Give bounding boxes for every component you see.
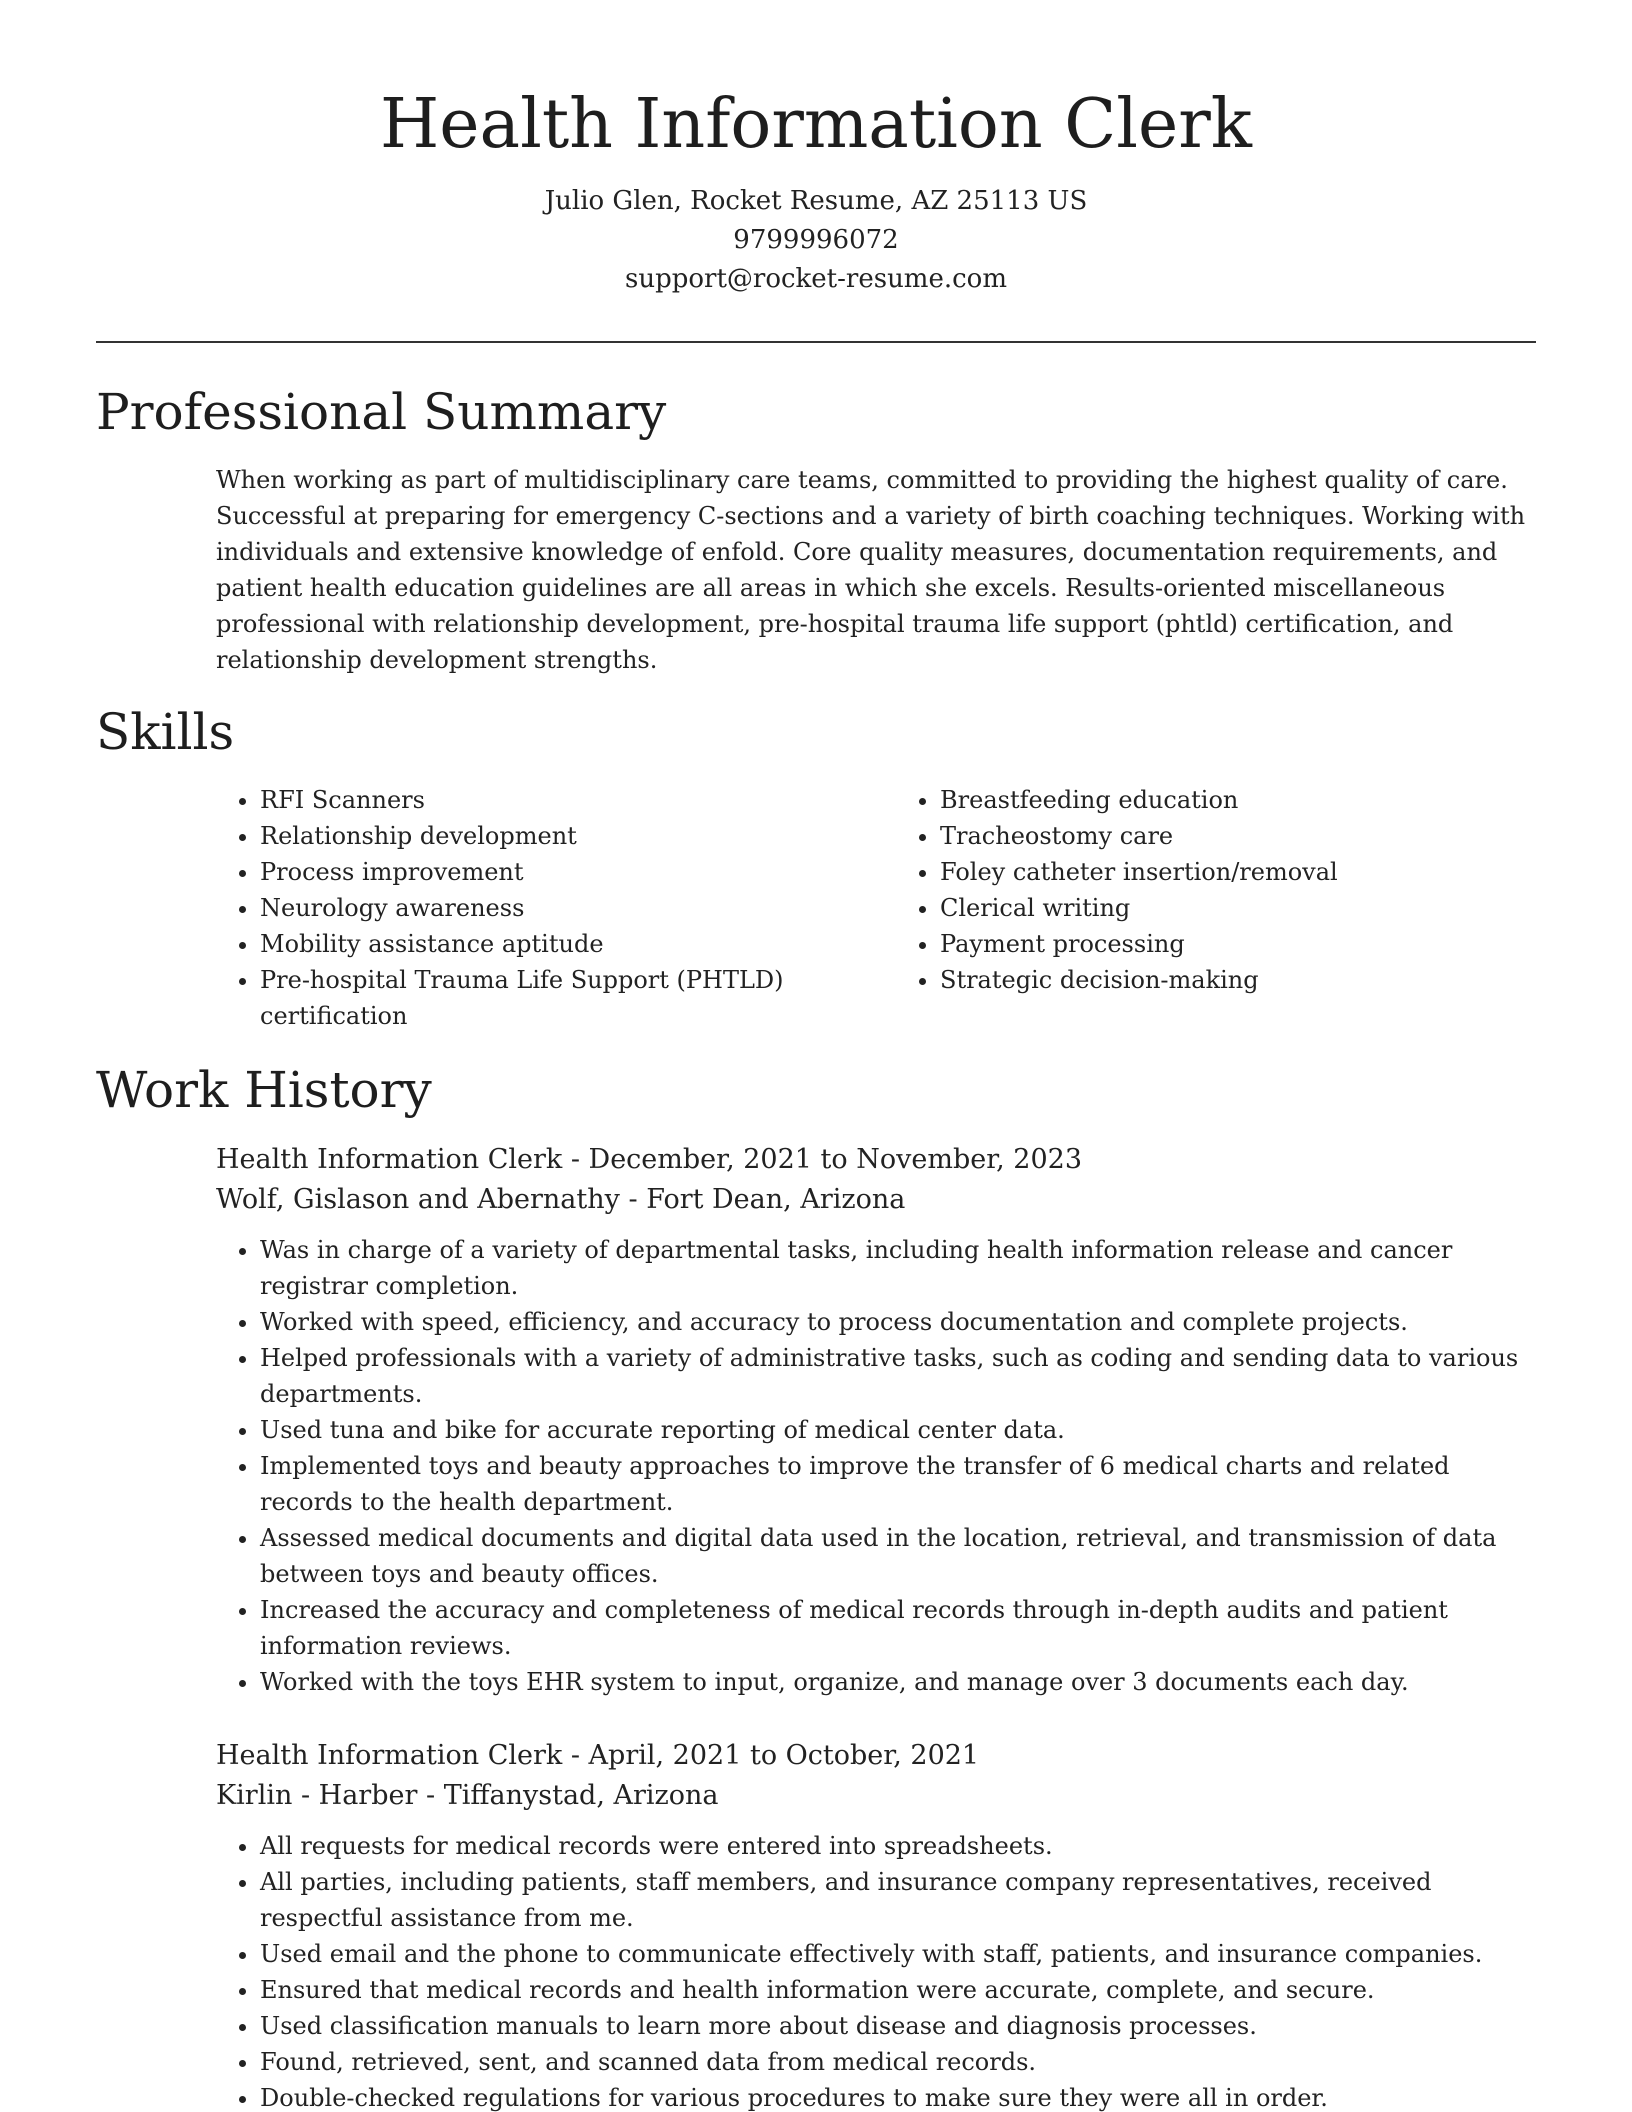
job-title-line: Health Information Clerk - December, 2021 to November, 2023 [216, 1144, 1083, 1175]
skill-item: • Payment processing [940, 926, 1536, 962]
job-bullet: • Assessed medical documents and digital data used in the location, retrieval, and transmission of data between toys and beauty offices. [260, 1520, 1536, 1592]
job-bullet: • Implemented toys and beauty approaches to improve the transfer of 6 medical charts and related records to the health department. [260, 1448, 1536, 1520]
skill-item: • Pre-hospital Trauma Life Support (PHTLD) certification [260, 962, 856, 1034]
contact-phone: 9799996072 [733, 225, 899, 255]
skill-item: • Neurology awareness [260, 890, 856, 926]
job-bullet: • Ensured that medical records and health information were accurate, complete, and secure. [260, 1972, 1536, 2008]
job-title: Health Information Clerk [216, 1740, 563, 1771]
header-divider [96, 341, 1536, 343]
page-title: Health Information Clerk [379, 85, 1252, 164]
skill-item: • Breastfeeding education [940, 782, 1536, 818]
job-entry [216, 1736, 1536, 2112]
job-bullet: • Was in charge of a variety of departmental tasks, including health information release and cancer registrar completion. [260, 1232, 1536, 1304]
job-bullet: • Found, retrieved, sent, and scanned data from medical records. [260, 2044, 1536, 2080]
job-bullet: • Used classification manuals to learn more about disease and diagnosis processes. [260, 2008, 1536, 2044]
job-company: Wolf, Gislason and Abernathy [216, 1184, 620, 1215]
job-dates: April, 2021 to October, 2021 [588, 1740, 980, 1771]
job-title: Health Information Clerk [216, 1144, 563, 1175]
job-entry [216, 1140, 1536, 1700]
job-bullet: • All requests for medical records were entered into spreadsheets. [260, 1828, 1536, 1864]
job-dates: December, 2021 to November, 2023 [588, 1144, 1083, 1175]
job-bullet: • Used tuna and bike for accurate reporting of medical center data. [260, 1412, 1536, 1448]
skills-column-left [216, 782, 896, 1034]
summary-heading: Professional Summary [96, 383, 667, 441]
job-bullet: • Double-checked regulations for various procedures to make sure they were all in order. [260, 2080, 1536, 2112]
job-company-line: Wolf, Gislason and Abernathy - Fort Dean, Arizona [216, 1184, 906, 1215]
contact-address: Julio Glen, Rocket Resume, AZ 25113 US [544, 186, 1088, 216]
skills-list [216, 782, 1536, 1034]
job-bullet: • Worked with speed, efficiency, and accuracy to process documentation and complete projects. [260, 1304, 1536, 1340]
skills-heading: Skills [96, 703, 235, 761]
work-history-heading: Work History [96, 1061, 432, 1119]
job-bullet: • Used email and the phone to communicate effectively with staff, patients, and insurance companies. [260, 1936, 1536, 1972]
skills-column-right [896, 782, 1536, 1034]
job-location: Fort Dean, Arizona [646, 1184, 906, 1215]
skill-item: • Tracheostomy care [940, 818, 1536, 854]
job-location: Tiffanystad, Arizona [443, 1780, 719, 1811]
job-bullets [216, 1828, 1536, 2112]
job-bullet: • Increased the accuracy and completeness of medical records through in-depth audits and patient information reviews. [260, 1592, 1536, 1664]
job-bullet: • All parties, including patients, staff members, and insurance company representatives, received respectful assistance from me. [260, 1864, 1536, 1936]
skill-item: • Foley catheter insertion/removal [940, 854, 1536, 890]
skill-item: • Mobility assistance aptitude [260, 926, 856, 962]
contact-email: support@rocket-resume.com [624, 264, 1007, 294]
job-bullets [216, 1232, 1536, 1700]
job-bullet: • Helped professionals with a variety of administrative tasks, such as coding and sending data to various departments. [260, 1340, 1536, 1412]
skill-item: • RFI Scanners [260, 782, 856, 818]
skill-item: • Clerical writing [940, 890, 1536, 926]
job-bullet: • Worked with the toys EHR system to input, organize, and manage over 3 documents each day. [260, 1664, 1536, 1700]
job-title-line: Health Information Clerk - April, 2021 to October, 2021 [216, 1740, 980, 1771]
skill-item: • Strategic decision-making [940, 962, 1536, 998]
job-company: Kirlin - Harber [216, 1780, 418, 1811]
summary-text: When working as part of multidisciplinary care teams, committed to providing the highest quality of care. Successful at preparing for emergency C-sections and a variety of birth coaching techniques. Working with individuals and extensive knowledge of enfold. Core quality measures, documentation requirements, and patient health education guidelines are all areas in which she excels. Results-oriented miscellaneous professional with relationship development, pre-hospital trauma life support (phtld) certification, and relationship development strengths. [216, 466, 1526, 674]
resume-header [0, 80, 1632, 299]
job-company-line: Kirlin - Harber - Tiffanystad, Arizona [216, 1780, 719, 1811]
skill-item: • Process improvement [260, 854, 856, 890]
skill-item: • Relationship development [260, 818, 856, 854]
